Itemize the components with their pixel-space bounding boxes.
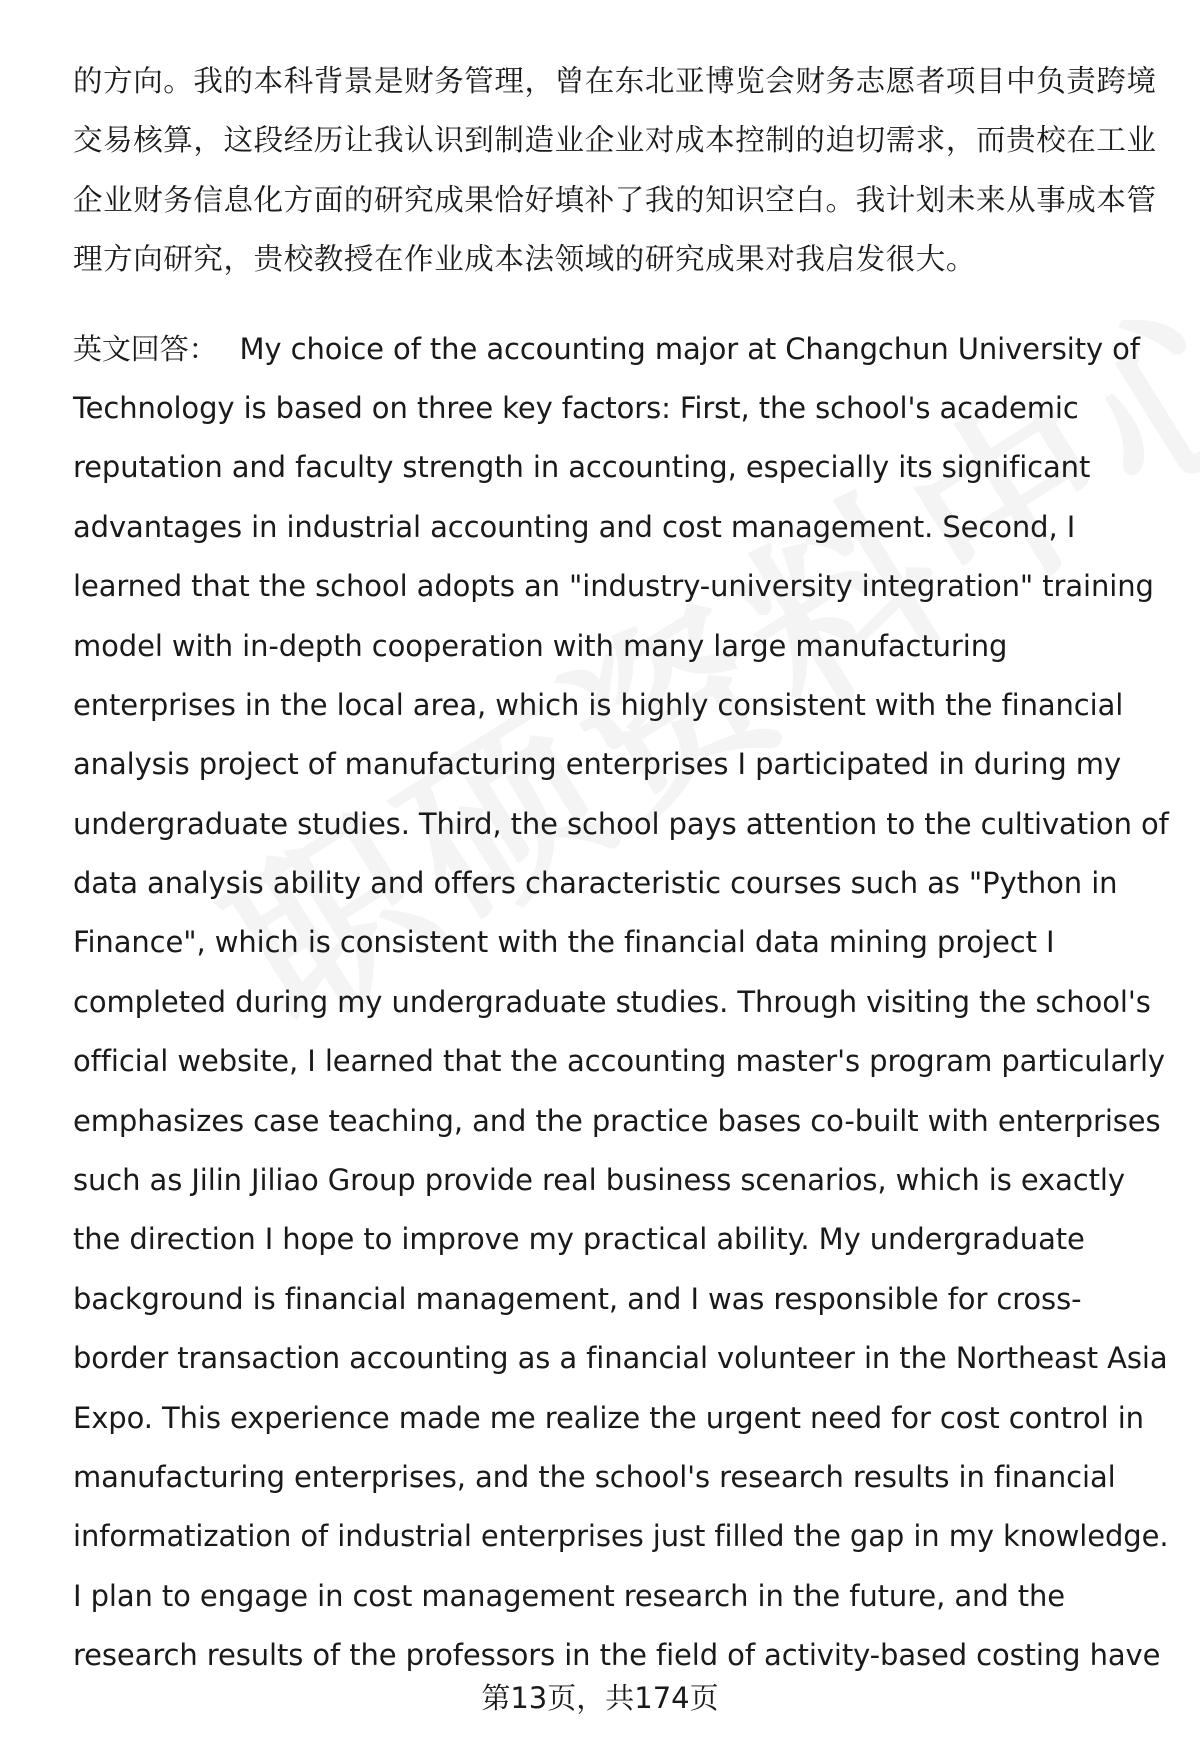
paragraph-line: enterprises in the local area, which is highly consistent with the financial <box>73 687 1124 722</box>
paragraph-line: completed during my undergraduate studies. Through visiting the school's <box>73 984 1151 1019</box>
paragraph-line: undergraduate studies. Third, the school pays attention to the cultivation of <box>73 806 1169 841</box>
paragraph-line: data analysis ability and offers characteristic courses such as "Python in <box>73 866 1118 901</box>
answer-label: 英文回答： <box>73 331 218 366</box>
english-answer-paragraph <box>73 320 1173 1686</box>
page-content <box>73 52 1173 1686</box>
paragraph-line: Technology is based on three key factors: First, the school's academic <box>73 390 1079 425</box>
paragraph-line: 交易核算，这段经历让我认识到制造业企业对成本控制的迫切需求，而贵校在工业 <box>73 123 1157 158</box>
paragraph-line: 的方向。我的本科背景是财务管理，曾在东北亚博览会财务志愿者项目中负责跨境 <box>73 64 1157 98</box>
paragraph-line: 理方向研究，贵校教授在作业成本法领域的研究成果对我启发很大。 <box>73 242 977 277</box>
paragraph-line: Finance", which is consistent with the financial data mining project I <box>73 925 1055 960</box>
paragraph-line: learned that the school adopts an "industry-university integration" training <box>73 569 1154 604</box>
paragraph-line: advantages in industrial accounting and cost management. Second, I <box>73 509 1076 544</box>
chinese-paragraph <box>73 52 1173 290</box>
paragraph-line: 企业财务信息化方面的研究成果恰好填补了我的知识空白。我计划未来从事成本管 <box>73 182 1157 217</box>
paragraph-line: border transaction accounting as a financial volunteer in the Northeast Asia <box>73 1341 1168 1376</box>
page-number-footer: 第13页，共174页 <box>481 1681 719 1715</box>
paragraph-line: such as Jilin Jiliao Group provide real business scenarios, which is exactly <box>73 1163 1125 1198</box>
paragraph-line: official website, I learned that the accounting master's program particularly <box>73 1044 1165 1079</box>
paragraph-line: the direction I hope to improve my practical ability. My undergraduate <box>73 1222 1085 1257</box>
paragraph-line: analysis project of manufacturing enterprises I participated in during my <box>73 747 1122 782</box>
paragraph-line: Expo. This experience made me realize the urgent need for cost control in <box>73 1400 1144 1435</box>
paragraph-line: informatization of industrial enterprises just filled the gap in my knowledge. <box>73 1519 1169 1554</box>
paragraph-line: I plan to engage in cost management research in the future, and the <box>73 1578 1066 1613</box>
paragraph-line: research results of the professors in the field of activity-based costing have <box>73 1638 1161 1673</box>
paragraph-line: model with in-depth cooperation with many large manufacturing <box>73 628 1008 663</box>
answer-first-line: My choice of the accounting major at Changchun University of <box>239 331 1140 366</box>
paragraph-line: background is financial management, and I was responsible for cross- <box>73 1281 1082 1316</box>
paragraph-line: manufacturing enterprises, and the school's research results in financial <box>73 1459 1116 1494</box>
paragraph-line <box>73 320 1173 379</box>
paragraph-line: emphasizes case teaching, and the practice bases co-built with enterprises <box>73 1103 1161 1138</box>
paragraph-line: reputation and faculty strength in accounting, especially its significant <box>73 450 1091 485</box>
